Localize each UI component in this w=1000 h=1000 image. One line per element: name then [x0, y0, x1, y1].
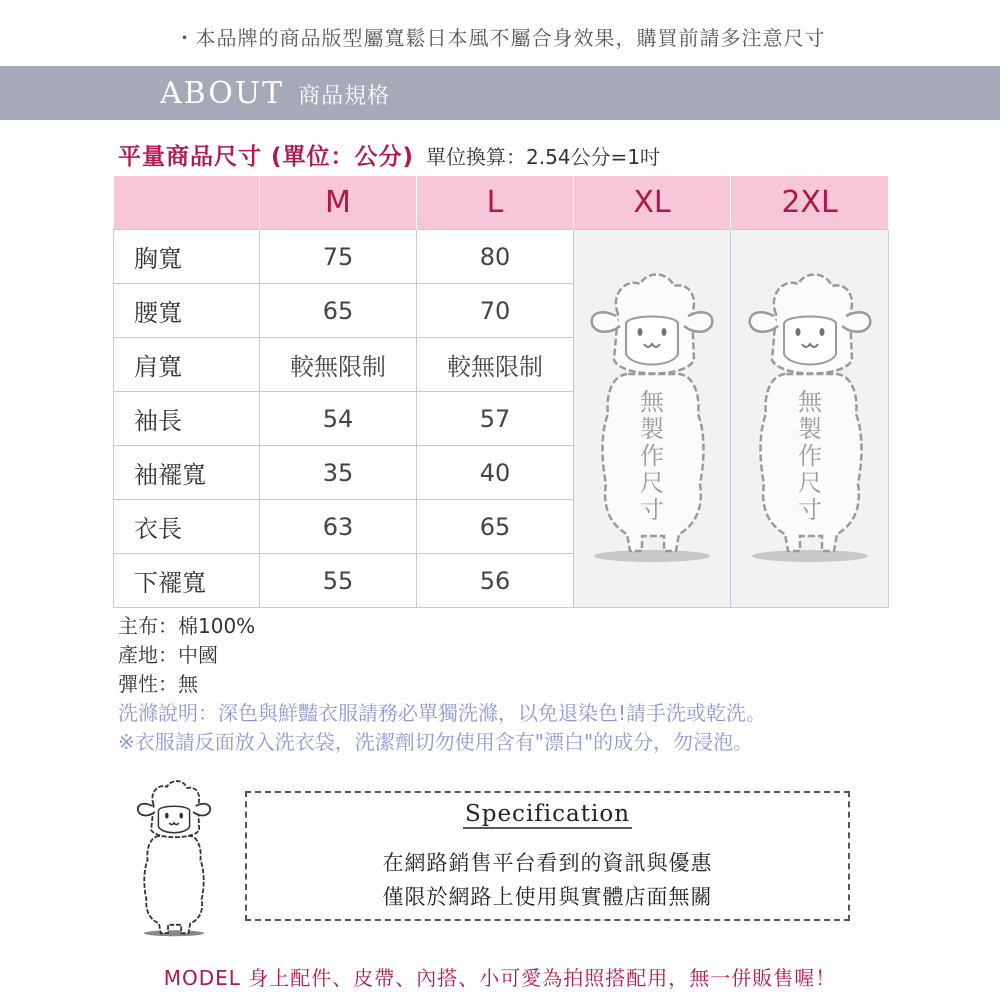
alpaca-icon	[582, 264, 722, 574]
cell-l: 較無限制	[417, 338, 574, 392]
cell-m: 63	[260, 500, 417, 554]
alpaca-icon	[740, 264, 880, 574]
alpaca-icon	[132, 776, 216, 938]
cell-l: 40	[417, 446, 574, 500]
size-header-l: L	[417, 176, 574, 230]
specification-title-text: Specification	[464, 801, 631, 827]
no-size-text: 無製作尺寸	[797, 387, 822, 524]
row-label: 衣長	[114, 500, 260, 554]
cell-l: 57	[417, 392, 574, 446]
no-size-text: 無製作尺寸	[640, 387, 664, 524]
specification-box	[245, 791, 850, 921]
cell-m: 65	[260, 284, 417, 338]
cell-l: 56	[417, 554, 574, 608]
cell-m: 35	[260, 446, 417, 500]
fabric-text: 主布：棉100%	[118, 614, 256, 638]
table-row	[114, 230, 889, 284]
cell-l: 70	[417, 284, 574, 338]
row-label: 肩寬	[114, 338, 260, 392]
xl-unavailable	[574, 230, 731, 608]
row-label: 袖長	[114, 392, 260, 446]
about-banner	[0, 66, 1000, 120]
spec-line-2: 僅限於網路上使用與實體店面無關	[382, 885, 713, 909]
size-header-m: M	[260, 176, 417, 230]
2xl-unavailable	[731, 230, 889, 608]
elasticity-text: 彈性：無	[118, 672, 198, 696]
row-label: 腰寬	[114, 284, 260, 338]
about-title	[160, 76, 390, 111]
cell-l: 80	[417, 230, 574, 284]
size-heading	[118, 138, 660, 171]
cell-m: 55	[260, 554, 417, 608]
about-title-en: ABOUT	[160, 76, 285, 111]
size-table	[113, 176, 889, 608]
cell-m: 較無限制	[260, 338, 417, 392]
row-label: 袖襬寬	[114, 446, 260, 500]
cell-m: 75	[260, 230, 417, 284]
material-info	[118, 612, 766, 757]
wash-warning: ※衣服請反面放入洗衣袋，洗潔劑切勿使用含有"漂白"的成分，勿浸泡。	[118, 730, 754, 754]
size-heading-title: 平量商品尺寸 (單位：公分)	[118, 144, 415, 170]
row-label: 胸寬	[114, 230, 260, 284]
origin-text: 產地：中國	[118, 643, 218, 667]
size-header-xl: XL	[574, 176, 731, 230]
size-header-2xl: 2XL	[731, 176, 889, 230]
unit-conversion: 單位換算：2.54公分=1吋	[426, 145, 661, 169]
wash-instructions: 洗滌說明：深色與鮮豔衣服請務必單獨洗滌，以免退染色!請手洗或乾洗。	[118, 701, 767, 725]
cell-l: 65	[417, 500, 574, 554]
spec-line-1: 在網路銷售平台看到的資訊與優惠	[382, 851, 713, 875]
about-title-zh: 商品規格	[298, 84, 391, 109]
table-corner	[114, 176, 260, 230]
row-label: 下襬寬	[114, 554, 260, 608]
specification-title	[247, 801, 848, 827]
size-header-row	[114, 176, 889, 230]
cell-m: 54	[260, 392, 417, 446]
model-accessories-note: MODEL 身上配件、皮帶、內搭、小可愛為拍照搭配用，無一併販售喔！	[163, 966, 837, 990]
fit-notice: ・本品牌的商品版型屬寬鬆日本風不屬合身效果，購買前請多注意尺寸	[174, 26, 826, 50]
